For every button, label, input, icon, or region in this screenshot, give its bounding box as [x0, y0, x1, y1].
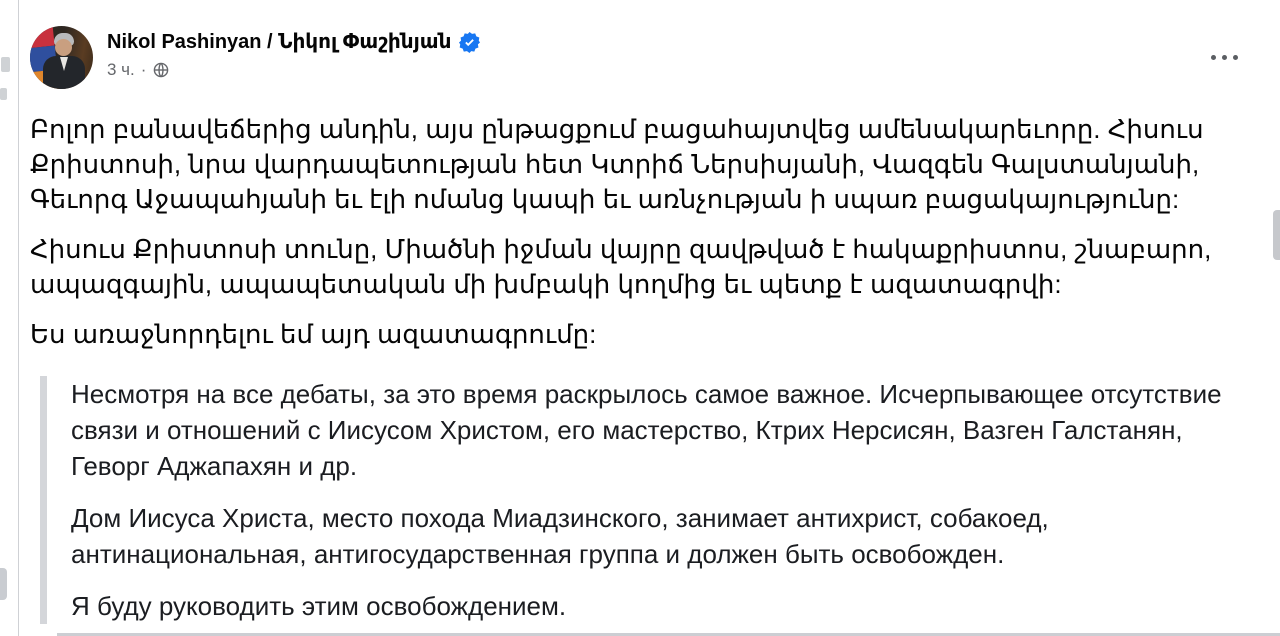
avatar-person [42, 33, 86, 89]
post-paragraph: Բոլոր բանավեճերից անդին, այս ընթացքում բացահայտվեց ամենակարեւորը. Հիսուս Քրիստոսի, նրա վարդապետության հետ Կտրիճ Ներսիսյանի, Վազգեն Գալստանյանի, Գեւորգ Աջապահյանի եւ էլի ոմանց կապի եւ առնչության ի սպառ բացակայությունը: [30, 114, 1204, 214]
background-artifact [0, 568, 7, 600]
post-menu-button[interactable] [1207, 46, 1242, 69]
avatar[interactable] [30, 26, 93, 89]
ellipsis-icon [1211, 55, 1216, 60]
page-edge-divider [18, 0, 19, 636]
post-timestamp[interactable]: 3 ч. [107, 60, 135, 79]
background-artifact [0, 88, 7, 100]
quote-paragraph: Несмотря на все дебаты, за это время раскрылось самое важное. Исчерпывающее отсутствие связи и отношений с Иисусом Христом, его мастерство, Ктрих Нерсисян, Вазген Галстанян, Геворг Аджапахян и др. [71, 379, 1222, 481]
post-header [30, 26, 480, 89]
ellipsis-icon [1222, 55, 1227, 60]
globe-icon [153, 62, 169, 78]
quoted-translation-block [40, 376, 1254, 624]
background-artifact [1, 57, 10, 72]
meta-separator: · [140, 60, 147, 79]
verified-badge-icon [459, 32, 480, 53]
post-paragraph: Հիսուս Քրիստոսի տունը, Միածնի իջման վայրը զավթված է հակաքրիստոս, շնաբարո, ապազգային, ապապետական մի խմբակի կողմից եւ պետք է ազատագրվի: [30, 234, 1212, 299]
post-body [30, 112, 1254, 624]
header-text [107, 26, 480, 80]
quote-paragraph: Я буду руководить этим освобождением. [71, 591, 567, 621]
ellipsis-icon [1233, 55, 1238, 60]
post-paragraph: Ես առաջնորդելու եմ այդ ազատագրումը: [30, 319, 597, 349]
post-meta [107, 60, 480, 80]
author-name[interactable]: Nikol Pashinyan / Նիկոլ Փաշինյան [107, 31, 452, 53]
quote-paragraph: Дом Иисуса Христа, место похода Миадзинского, занимает антихрист, собакоед, антинациональная, антигосударственная группа и должен быть освобожден. [71, 503, 1049, 569]
scrollbar-thumb[interactable] [1273, 210, 1280, 260]
